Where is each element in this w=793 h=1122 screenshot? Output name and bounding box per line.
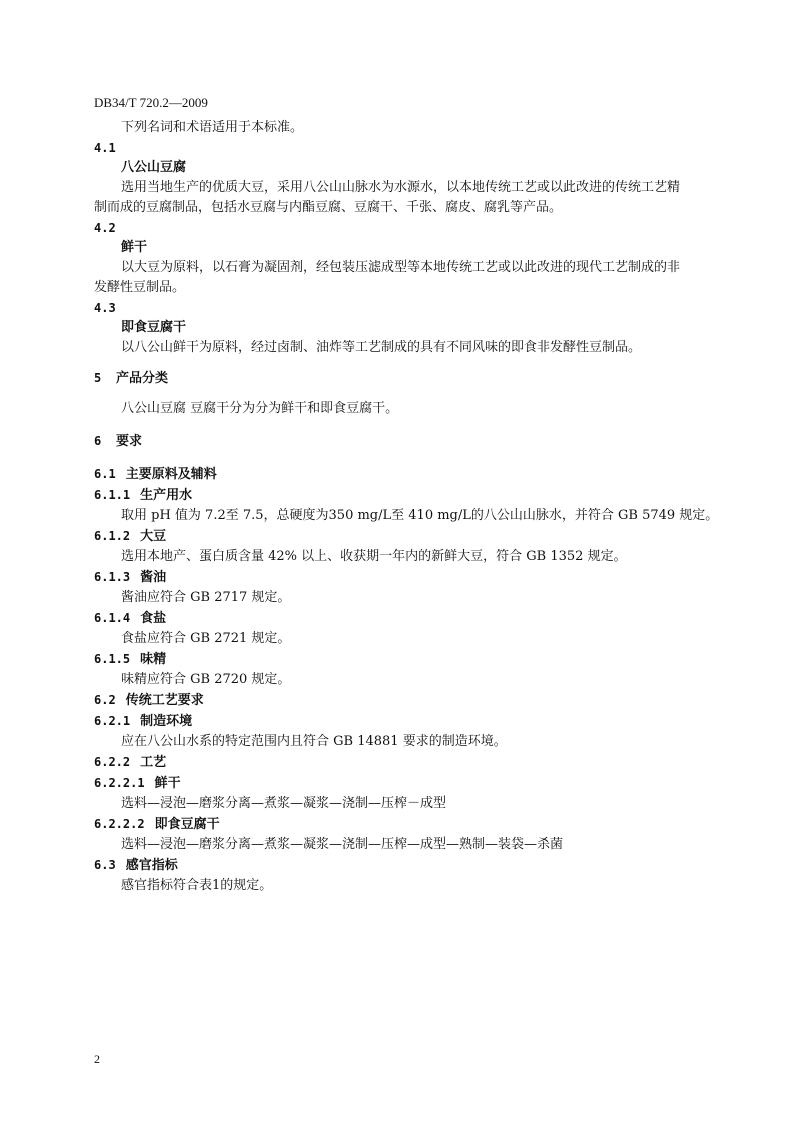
term-title: 鲜干 [121,240,148,255]
document-body [94,118,719,896]
subsection-number: 6.2.2.1 [94,776,145,790]
term-number: 4.3 [94,301,116,315]
term-definition: 选用当地生产的优质大豆，采用八公山山脉水为水源水，以本地传统工艺或以此改进的传统工艺精 [121,180,681,195]
subsection-number: 6.2 [94,693,116,707]
process-flow: 选料—浸泡—磨浆分离—煮浆—凝浆—浇制—压榨—成型—熟制—装袋—杀菌 [121,837,564,852]
subsection-heading [94,773,714,794]
subsection-title: 即食豆腐干 [154,817,220,832]
subsection-text: 取用 pH 值为 7.2至 7.5，总硬度为350 mg/L至 410 mg/L的八公山山脉水，并符合 GB 5749 规定。 [121,508,719,523]
subsection-title: 大豆 [140,529,167,544]
section-number: 6 [94,434,102,448]
subsection-heading [94,690,714,711]
subsection-heading [94,526,714,547]
section-heading-5 [94,368,714,389]
term-definition-cont: 制而成的豆腐制品，包括水豆腐与内酯豆腐、豆腐干、千张、腐皮、腐乳等产品。 [94,200,563,215]
subsection-heading [94,752,714,773]
page-number: 2 [94,1052,100,1066]
term-definition: 以八公山鲜干为原料，经过卤制、油炸等工艺制成的具有不同风味的即食非发酵性豆制品。 [121,340,642,355]
subsection-text: 食盐应符合 GB 2721 规定。 [121,631,291,646]
process-flow: 选料—浸泡—磨浆分离—煮浆—凝浆—浇制—压榨－成型 [121,796,447,811]
subsection-title: 传统工艺要求 [125,693,204,708]
section-title: 要求 [116,434,143,449]
subsection-text: 味精应符合 GB 2720 规定。 [121,672,291,687]
subsection-title: 生产用水 [140,488,193,503]
subsection-heading [94,464,714,485]
subsection-heading [94,567,714,588]
document-code: DB34/T 720.2—2009 [94,95,208,110]
subsection-number: 6.2.2.2 [94,817,145,831]
subsection-number: 6.2.1 [94,714,131,728]
subsection-title: 鲜干 [154,776,181,791]
subsection-title: 制造环境 [140,714,193,729]
term-title: 八公山豆腐 [121,160,187,175]
subsection-heading [94,649,714,670]
subsection-title: 味精 [140,652,167,667]
subsection-number: 6.1.5 [94,652,131,666]
section-heading-6 [94,431,714,452]
subsection-text: 感官指标符合表1的规定。 [121,878,273,893]
term-definition-cont: 发酵性豆制品。 [94,280,186,295]
subsection-number: 6.1 [94,467,116,481]
section-number: 5 [94,371,102,385]
subsection-number: 6.1.1 [94,488,131,502]
subsection-title: 工艺 [140,755,167,770]
section-title: 产品分类 [116,371,169,386]
subsection-number: 6.2.2 [94,755,131,769]
subsection-text: 选用本地产、蛋白质含量 42% 以上、收获期一年内的新鲜大豆，符合 GB 1352 规定。 [121,549,627,564]
subsection-number: 6.1.3 [94,570,131,584]
subsection-heading [94,814,714,835]
subsection-heading [94,608,714,629]
subsection-number: 6.3 [94,858,116,872]
subsection-text: 酱油应符合 GB 2717 规定。 [121,590,291,605]
subsection-title: 主要原料及辅料 [125,467,217,482]
term-number: 4.1 [94,141,116,155]
subsection-number: 6.1.2 [94,529,131,543]
subsection-text: 应在八公山水系的特定范围内且符合 GB 14881 要求的制造环境。 [121,734,507,749]
subsection-heading [94,711,714,732]
term-title: 即食豆腐干 [121,320,187,335]
intro-text: 下列名词和术语适用于本标准。 [121,120,304,135]
subsection-heading [94,855,714,876]
subsection-heading [94,485,714,506]
term-definition: 以大豆为原料，以石膏为凝固剂，经包装压滤成型等本地传统工艺或以此改进的现代工艺制成的非 [121,260,681,275]
subsection-title: 食盐 [140,611,167,626]
subsection-title: 酱油 [140,570,167,585]
subsection-title: 感官指标 [125,858,178,873]
term-number: 4.2 [94,221,116,235]
section-text: 八公山豆腐 豆腐干分为分为鲜干和即食豆腐干。 [121,401,399,416]
subsection-number: 6.1.4 [94,611,131,625]
